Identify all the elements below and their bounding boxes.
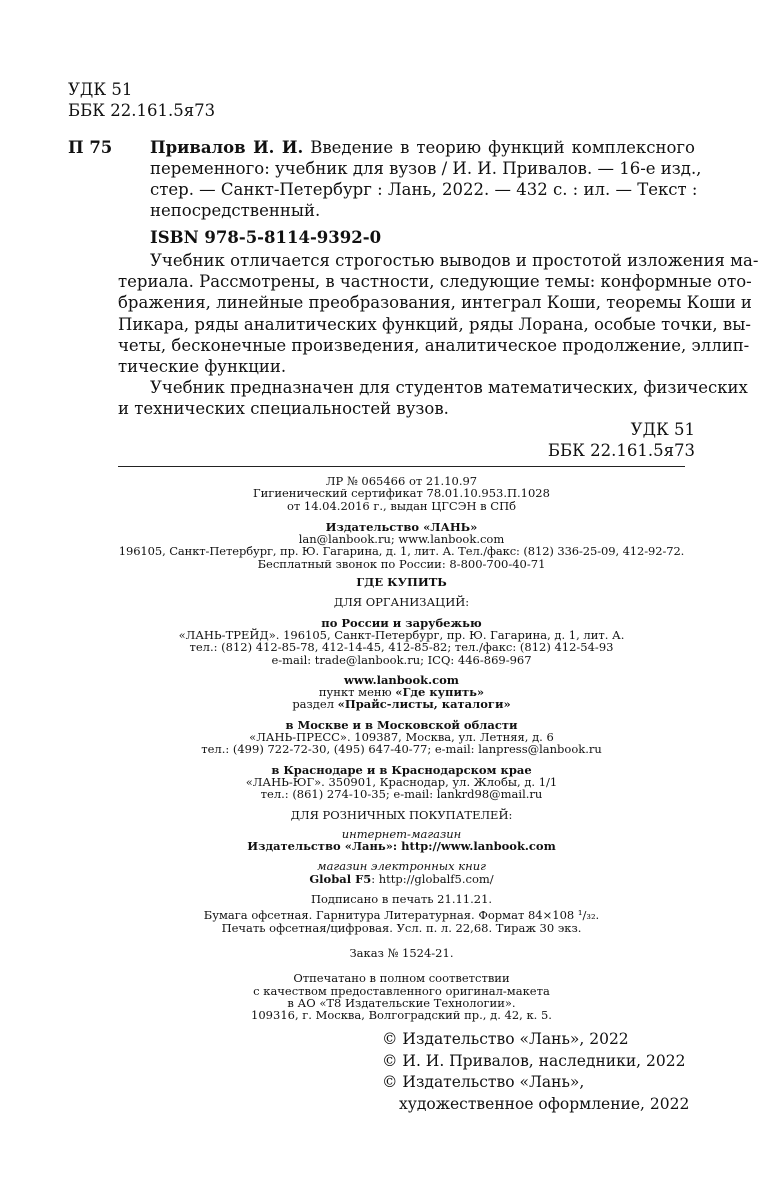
free-call: Бесплатный звонок по России: 8-800-700-40-71 — [257, 556, 546, 571]
bib-line-2: переменного: учебник для вузов / И. И. Привалов. — 16-е изд., — [150, 159, 702, 178]
publisher-address: 196105, Санкт-Петербург, пр. Ю. Гагарина, д. 1, лит. А. Тел./факс: (812) 336-25-09, 412-92-72. — [118, 544, 685, 559]
publisher-name: Издательство «ЛАНЬ» — [325, 519, 478, 534]
isbn: ISBN 978-5-8114-9392-0 — [150, 228, 382, 247]
order-line: Заказ № 1524-21. — [349, 945, 454, 960]
bib-line-3: стер. — Санкт-Петербург : Лань, 2022. — 432 с. : ил. — Текст : — [150, 180, 698, 199]
publisher-emails: lan@lanbook.ru; www.lanbook.com — [298, 532, 505, 547]
where-buy-heading: ГДЕ КУПИТЬ — [356, 575, 447, 590]
print-line: Печать офсетная/цифровая. Усл. п. л. 22,68. Тираж 30 экз. — [221, 920, 582, 935]
signed-line: Подписано в печать 21.11.21. — [310, 892, 493, 907]
bib-line-1 — [150, 137, 695, 158]
printed-line: в АО «Т8 Издательские Технологии». — [287, 995, 516, 1010]
for-organizations-heading: ДЛЯ ОРГАНИЗАЦИЙ: — [333, 595, 470, 610]
global-url: : http://globalf5.com/ — [371, 871, 494, 886]
global-line — [118, 873, 685, 885]
purpose-line: Учебник предназначен для студентов математических, физических — [150, 378, 748, 397]
russia-heading: по России и зарубежью — [321, 615, 482, 630]
annotation-bbk: ББК 22.161.5я73 — [547, 441, 695, 460]
annotation-line: тические функции. — [118, 357, 287, 376]
copyright-line: © Издательство «Лань», 2022 — [382, 1030, 629, 1048]
eshop-line: Издательство «Лань»: http://www.lanbook.com — [247, 839, 556, 854]
global-name: Global F5 — [309, 871, 372, 886]
yug-line: «ЛАНЬ-ЮГ». 350901, Краснодар, ул. Жлобы, д. 1/1 — [245, 774, 558, 789]
annotation-line: четы, бесконечные произведения, аналитическое продолжение, эллип- — [118, 336, 750, 355]
imprint-lr: ЛР № 065466 от 21.10.97 — [325, 474, 478, 488]
trade-line: тел.: (812) 412-85-78, 412-14-45, 412-85-82; тел./факс: (812) 412-54-93 — [189, 640, 614, 655]
bib-title: Введение в теорию функций комплексного — [310, 138, 695, 157]
annotation-line: бражения, линейные преобразования, интеграл Коши, теоремы Коши и — [118, 293, 752, 312]
copyright-line: © Издательство «Лань», — [382, 1073, 585, 1091]
printed-line: с качеством предоставленного оригинал-макета — [253, 983, 550, 998]
purpose-line: и технических специальностей вузов. — [118, 399, 449, 418]
krasnodar-heading: в Краснодаре и в Краснодарском крае — [271, 762, 532, 777]
copyright-line: © И. И. Привалов, наследники, 2022 — [382, 1051, 686, 1070]
copyright — [382, 1029, 689, 1115]
menu-prefix: пункт меню — [318, 685, 396, 700]
bib-author: Привалов И. И. — [150, 138, 304, 157]
section-prefix: раздел — [292, 697, 338, 712]
site-link[interactable]: www.lanbook.com — [344, 672, 459, 687]
moscow-heading: в Москве и в Московской области — [285, 717, 518, 732]
section-item: «Прайс-листы, каталоги» — [337, 697, 511, 712]
ebook-label: магазин электронных книг — [317, 859, 486, 874]
eshop-label: интернет-магазин — [341, 826, 462, 841]
bib-line-4: непосредственный. — [150, 201, 321, 220]
menu-item: «Где купить» — [395, 685, 485, 700]
trade-line: e-mail: trade@lanbook.ru; ICQ: 446-869-967 — [271, 652, 532, 667]
annotation-udk: УДК 51 — [630, 420, 695, 439]
press-line: «ЛАНЬ-ПРЕСС». 109387, Москва, ул. Летняя, д. 6 — [249, 730, 554, 745]
annotation-line: Учебник отличается строгостью выводов и простотой изложения ма- — [150, 251, 759, 270]
paper-line: Бумага офсетная. Гарнитура Литературная. Формат 84×108 ¹/₃₂. — [203, 908, 600, 923]
printed-line: Отпечатано в полном соответствии — [293, 971, 510, 986]
author-code: П 75 — [68, 138, 113, 157]
printed-line: 109316, г. Москва, Волгоградский пр., д. 42, к. 5. — [251, 1008, 552, 1023]
header-udk: УДК 51 — [68, 80, 133, 99]
annotation-line: Пикара, ряды аналитических функций, ряды Лорана, особые точки, вы- — [118, 315, 751, 334]
yug-line: тел.: (861) 274-10-35; e-mail: lankrd98@mail.ru — [260, 787, 543, 802]
trade-line: «ЛАНЬ-ТРЕЙД». 196105, Санкт-Петербург, пр. Ю. Гагарина, д. 1, лит. А. — [178, 627, 625, 642]
header-bbk: ББК 22.161.5я73 — [68, 101, 216, 120]
copyright-line: художественное оформление, 2022 — [399, 1094, 690, 1113]
imprint-cert: Гигиенический сертификат 78.01.10.953.П.1028 — [253, 486, 550, 501]
imprint — [118, 475, 685, 1021]
retail-heading: ДЛЯ РОЗНИЧНЫХ ПОКУПАТЕЛЕЙ: — [290, 807, 513, 822]
press-line: тел.: (499) 722-72-30, (495) 647-40-77; e-mail: lanpress@lanbook.ru — [201, 742, 602, 757]
section-line — [118, 698, 685, 710]
annotation-line: териала. Рассмотрены, в частности, следующие темы: конформные ото- — [118, 272, 752, 291]
imprint-cert: от 14.04.2016 г., выдан ЦГСЭН в СПб — [286, 498, 517, 513]
divider — [118, 466, 685, 467]
bib-record — [150, 137, 695, 158]
